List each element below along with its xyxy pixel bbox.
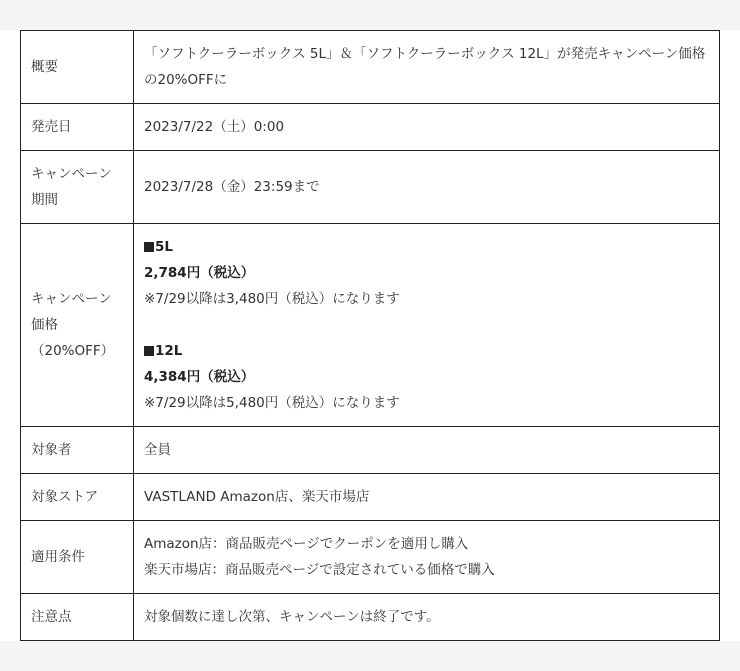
product-heading: 5L <box>144 234 709 260</box>
table-row-release-date <box>21 104 720 151</box>
table-row-campaign-period <box>21 151 720 224</box>
row-label: 概要 <box>21 31 134 104</box>
row-label: 適用条件 <box>21 521 134 594</box>
table-row-eligible <box>21 427 720 474</box>
table-row-stores <box>21 474 720 521</box>
row-value: 2023/7/28（金）23:59まで <box>134 151 720 224</box>
spacer <box>144 312 709 338</box>
row-value: 全員 <box>134 427 720 474</box>
row-label: 発売日 <box>21 104 134 151</box>
label-line: （20%OFF） <box>31 343 115 359</box>
row-value <box>134 224 720 427</box>
product-price: 4,384円（税込） <box>144 369 255 385</box>
row-value: 「ソフトクーラーボックス 5L」＆「ソフトクーラーボックス 12L」が発売キャンペーン価格の20%OFFに <box>134 31 720 104</box>
price-note: ※7/29以降は3,480円（税込）になります <box>144 291 400 307</box>
campaign-info-table <box>20 30 720 641</box>
content-area <box>0 30 740 641</box>
row-label <box>21 224 134 427</box>
label-line: 価格 <box>31 317 58 333</box>
product-heading: 12L <box>144 338 709 364</box>
product-price: 2,784円（税込） <box>144 265 255 281</box>
table-row-notes <box>21 594 720 641</box>
row-value <box>134 521 720 594</box>
row-value: 対象個数に達し次第、キャンペーンは終了です。 <box>134 594 720 641</box>
square-bullet-icon <box>144 242 154 252</box>
table-row-overview <box>21 31 720 104</box>
row-label: キャンペーン期間 <box>21 151 134 224</box>
condition-line: 楽天市場店：商品販売ページで設定されている価格で購入 <box>144 562 495 578</box>
row-label: 対象者 <box>21 427 134 474</box>
table-row-campaign-price <box>21 224 720 427</box>
condition-line: Amazon店：商品販売ページでクーポンを適用し購入 <box>144 536 469 552</box>
square-bullet-icon <box>144 346 154 356</box>
price-note: ※7/29以降は5,480円（税込）になります <box>144 395 400 411</box>
row-value: VASTLAND Amazon店、楽天市場店 <box>134 474 720 521</box>
row-label: 注意点 <box>21 594 134 641</box>
table-row-conditions <box>21 521 720 594</box>
row-label: 対象ストア <box>21 474 134 521</box>
label-line: キャンペーン <box>31 291 112 307</box>
row-value: 2023/7/22（土）0:00 <box>134 104 720 151</box>
